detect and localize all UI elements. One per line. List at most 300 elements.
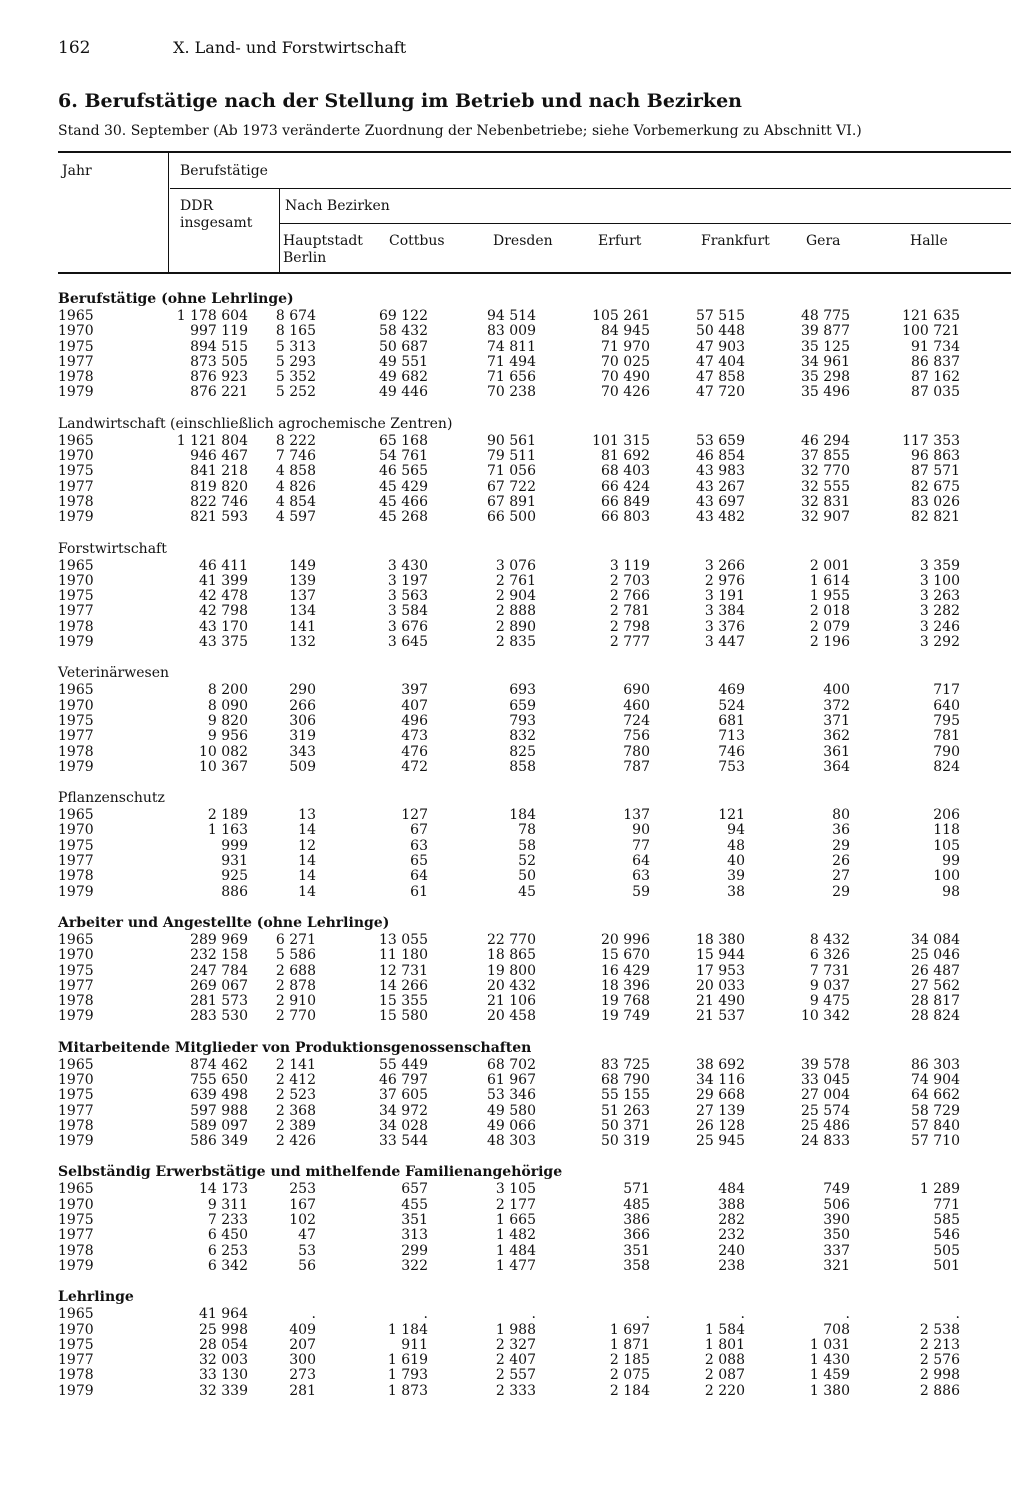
value-cell: 66 424 (601, 478, 650, 495)
value-cell: 29 (832, 837, 850, 854)
value-cell: 33 045 (801, 1071, 850, 1088)
value-cell: 21 490 (696, 993, 745, 1010)
year-cell: 1965 (58, 1181, 94, 1198)
value-cell: 20 033 (696, 977, 745, 994)
table-row (0, 635, 1024, 650)
table-row (0, 480, 1024, 495)
value-cell: 65 168 (379, 432, 428, 449)
table-section (0, 1163, 1024, 1274)
value-cell: 10 082 (199, 743, 248, 760)
value-cell: 42 478 (199, 588, 248, 605)
value-cell: 45 (518, 883, 536, 900)
value-cell: 71 494 (487, 353, 536, 370)
value-cell: 32 831 (801, 493, 850, 510)
ddr-label-line2: insgesamt (180, 215, 253, 231)
value-cell: 496 (401, 712, 428, 729)
value-cell: 1 665 (495, 1212, 536, 1229)
value-cell: 17 953 (696, 962, 745, 979)
value-cell: 70 426 (601, 384, 650, 401)
value-cell: 2 075 (609, 1367, 650, 1384)
value-cell: 35 125 (801, 338, 850, 355)
value-cell: 1 380 (809, 1382, 850, 1399)
value-cell: 2 576 (919, 1352, 960, 1369)
value-cell: 1 430 (809, 1352, 850, 1369)
value-cell: 25 486 (801, 1117, 850, 1134)
value-cell: 713 (718, 728, 745, 745)
table-row (0, 839, 1024, 854)
value-cell: 90 561 (487, 432, 536, 449)
table-row (0, 604, 1024, 619)
table-row (0, 449, 1024, 464)
value-cell: 749 (823, 1181, 850, 1198)
value-cell: 71 056 (487, 463, 536, 480)
value-cell: 2 412 (275, 1071, 316, 1088)
table-row (0, 760, 1024, 775)
header-vline-jahr (168, 153, 169, 272)
value-cell: 43 170 (199, 618, 248, 635)
value-cell: 48 775 (801, 308, 850, 324)
year-cell: 1978 (58, 1117, 94, 1134)
value-cell: 476 (401, 743, 428, 760)
column-header-berlin: Hauptstadt Berlin (283, 233, 363, 266)
value-cell: 34 972 (379, 1102, 428, 1119)
value-cell: 67 722 (487, 478, 536, 495)
value-cell: 1 697 (609, 1321, 650, 1338)
value-cell: 2 196 (809, 634, 850, 651)
value-cell: 400 (823, 682, 850, 699)
value-cell: 876 923 (190, 369, 248, 386)
value-cell: 50 (518, 868, 536, 885)
value-cell: 14 (298, 822, 316, 839)
value-cell: 12 731 (379, 962, 428, 979)
table-row (0, 1338, 1024, 1353)
value-cell: 388 (718, 1196, 745, 1213)
value-cell: 86 303 (911, 1056, 960, 1073)
value-cell: 70 238 (487, 384, 536, 401)
value-cell: 4 826 (275, 478, 316, 495)
year-cell: 1965 (58, 682, 94, 699)
value-cell: 63 (410, 837, 428, 854)
section-spacer (0, 775, 1024, 789)
table-section (0, 1039, 1024, 1150)
value-cell: 2 703 (609, 572, 650, 589)
ddr-label-line1: DDR (180, 198, 213, 214)
value-cell: 858 (509, 758, 536, 775)
value-cell: 46 565 (379, 463, 428, 480)
value-cell: 1 793 (387, 1367, 428, 1384)
value-cell: 141 (289, 618, 316, 635)
value-cell: 47 903 (696, 338, 745, 355)
table-section (0, 1288, 1024, 1399)
value-cell: 53 346 (487, 1087, 536, 1104)
year-cell: 1977 (58, 728, 94, 745)
section-spacer (0, 1025, 1024, 1039)
value-cell: 100 (933, 868, 960, 885)
value-cell: 79 511 (487, 448, 536, 465)
value-cell: 139 (289, 572, 316, 589)
value-cell: 269 067 (190, 977, 248, 994)
section-spacer (0, 1149, 1024, 1163)
value-cell: 68 790 (601, 1071, 650, 1088)
value-cell: 90 (632, 822, 650, 839)
value-cell: 755 650 (190, 1071, 248, 1088)
value-cell: 1 031 (809, 1336, 850, 1353)
value-cell: 47 (298, 1227, 316, 1244)
year-cell: 1978 (58, 618, 94, 635)
value-cell: 19 768 (601, 993, 650, 1010)
value-cell: 469 (718, 682, 745, 699)
value-cell: 34 116 (696, 1071, 745, 1088)
value-cell: 3 584 (387, 603, 428, 620)
value-cell: 19 749 (601, 1008, 650, 1025)
value-cell: 306 (289, 712, 316, 729)
value-cell: 82 675 (911, 478, 960, 495)
table-row (0, 1353, 1024, 1368)
value-cell: 524 (718, 697, 745, 714)
value-cell: 2 777 (609, 634, 650, 651)
table-row (0, 1009, 1024, 1024)
value-cell: 14 (298, 883, 316, 900)
value-cell: 51 263 (601, 1102, 650, 1119)
year-cell: 1977 (58, 853, 94, 870)
value-cell: 238 (718, 1257, 745, 1274)
section-title: Mitarbeitende Mitglieder von Produktionsgenossenschaften (58, 1039, 532, 1056)
value-cell: 134 (289, 603, 316, 620)
value-cell: 43 697 (696, 493, 745, 510)
value-cell: 6 450 (207, 1227, 248, 1244)
value-cell: 34 084 (911, 931, 960, 948)
value-cell: 49 682 (379, 369, 428, 386)
value-cell: 8 432 (809, 931, 850, 948)
value-cell: 52 (518, 853, 536, 870)
value-cell: 819 820 (190, 478, 248, 495)
year-cell: 1975 (58, 1212, 94, 1229)
value-cell: 207 (289, 1336, 316, 1353)
value-cell: 184 (509, 807, 536, 824)
year-cell: 1977 (58, 478, 94, 495)
value-cell: 50 687 (379, 338, 428, 355)
value-cell: 997 119 (190, 323, 248, 340)
value-cell: . (955, 1306, 960, 1323)
value-cell: 2 220 (704, 1382, 745, 1399)
value-cell: . (645, 1306, 650, 1323)
value-cell: 455 (401, 1196, 428, 1213)
value-cell: 266 (289, 697, 316, 714)
year-cell: 1978 (58, 743, 94, 760)
table-row (0, 309, 1024, 324)
value-cell: 9 820 (207, 712, 248, 729)
year-cell: 1975 (58, 1336, 94, 1353)
value-cell: 50 448 (696, 323, 745, 340)
value-cell: 33 544 (379, 1133, 428, 1150)
year-cell: 1970 (58, 1196, 94, 1213)
value-cell: 506 (823, 1196, 850, 1213)
value-cell: 25 945 (696, 1133, 745, 1150)
value-cell: 50 319 (601, 1133, 650, 1150)
table-row (0, 495, 1024, 510)
value-cell: 2 189 (207, 807, 248, 824)
value-cell: 681 (718, 712, 745, 729)
column-header-frankfurt: Frankfurt (701, 233, 770, 249)
value-cell: 1 801 (704, 1336, 745, 1353)
value-cell: 28 054 (199, 1336, 248, 1353)
table-row (0, 1244, 1024, 1259)
value-cell: 137 (289, 588, 316, 605)
value-cell: 2 087 (704, 1367, 745, 1384)
value-cell: 2 001 (809, 557, 850, 574)
value-cell: 2 333 (495, 1382, 536, 1399)
table-row (0, 808, 1024, 823)
value-cell: 27 139 (696, 1102, 745, 1119)
section-title: Pflanzenschutz (58, 790, 165, 807)
value-cell: 27 (832, 868, 850, 885)
value-cell: 2 426 (275, 1133, 316, 1150)
value-cell: 127 (401, 807, 428, 824)
table-row (0, 589, 1024, 604)
value-cell: 1 482 (495, 1227, 536, 1244)
value-cell: 47 720 (696, 384, 745, 401)
value-cell: 372 (823, 697, 850, 714)
value-cell: 99 (942, 853, 960, 870)
value-cell: 54 761 (379, 448, 428, 465)
value-cell: 87 571 (911, 463, 960, 480)
value-cell: 4 858 (275, 463, 316, 480)
value-cell: 29 668 (696, 1087, 745, 1104)
table-row (0, 1104, 1024, 1119)
year-cell: 1979 (58, 1133, 94, 1150)
value-cell: 39 877 (801, 323, 850, 340)
value-cell: 9 956 (207, 728, 248, 745)
value-cell: 485 (623, 1196, 650, 1213)
value-cell: . (423, 1306, 428, 1323)
value-cell: 45 429 (379, 478, 428, 495)
value-cell: 69 122 (379, 308, 428, 324)
value-cell: 1 584 (704, 1321, 745, 1338)
value-cell: 2 184 (609, 1382, 650, 1399)
value-cell: 409 (289, 1321, 316, 1338)
value-cell: 58 729 (911, 1102, 960, 1119)
value-cell: 6 253 (207, 1242, 248, 1259)
value-cell: 397 (401, 682, 428, 699)
running-title: X. Land- und Forstwirtschaft (173, 38, 407, 57)
value-cell: 71 970 (601, 338, 650, 355)
table-row (0, 340, 1024, 355)
value-cell: 358 (623, 1257, 650, 1274)
table-section (0, 290, 1024, 401)
value-cell: 40 (727, 853, 745, 870)
value-cell: 753 (718, 758, 745, 775)
value-cell: 47 404 (696, 353, 745, 370)
value-cell: 472 (401, 758, 428, 775)
value-cell: 25 574 (801, 1102, 850, 1119)
value-cell: 98 (942, 883, 960, 900)
value-cell: 83 026 (911, 493, 960, 510)
header-vline-ddr (279, 189, 280, 272)
year-cell: 1965 (58, 1306, 94, 1323)
table-row (0, 869, 1024, 884)
value-cell: 64 662 (911, 1087, 960, 1104)
year-cell: 1970 (58, 947, 94, 964)
table-row (0, 964, 1024, 979)
value-cell: 894 515 (190, 338, 248, 355)
value-cell: 46 854 (696, 448, 745, 465)
value-cell: 366 (623, 1227, 650, 1244)
value-cell: 407 (401, 697, 428, 714)
year-cell: 1975 (58, 712, 94, 729)
table-row (0, 1119, 1024, 1134)
table-row (0, 1134, 1024, 1149)
value-cell: 35 496 (801, 384, 850, 401)
value-cell: 38 692 (696, 1056, 745, 1073)
value-cell: 3 645 (387, 634, 428, 651)
value-cell: 2 088 (704, 1352, 745, 1369)
value-cell: 41 399 (199, 572, 248, 589)
value-cell: 825 (509, 743, 536, 760)
value-cell: 55 449 (379, 1056, 428, 1073)
value-cell: 319 (289, 728, 316, 745)
value-cell: 64 (410, 868, 428, 885)
value-cell: 1 955 (809, 588, 850, 605)
value-cell: 27 004 (801, 1087, 850, 1104)
section-spacer (0, 1274, 1024, 1288)
value-cell: 58 (518, 837, 536, 854)
value-cell: 232 (718, 1227, 745, 1244)
section-spacer (0, 401, 1024, 415)
value-cell: 1 459 (809, 1367, 850, 1384)
value-cell: 3 359 (919, 557, 960, 574)
value-cell: 300 (289, 1352, 316, 1369)
value-cell: 83 009 (487, 323, 536, 340)
year-cell: 1975 (58, 463, 94, 480)
value-cell: 50 371 (601, 1117, 650, 1134)
value-cell: 43 482 (696, 509, 745, 526)
value-cell: 781 (933, 728, 960, 745)
table-row (0, 1073, 1024, 1088)
value-cell: 68 403 (601, 463, 650, 480)
value-cell: 586 349 (190, 1133, 248, 1150)
year-cell: 1970 (58, 697, 94, 714)
column-header-nach-bezirken: Nach Bezirken (285, 198, 390, 214)
value-cell: 2 998 (919, 1367, 960, 1384)
value-cell: 68 702 (487, 1056, 536, 1073)
table-row (0, 620, 1024, 635)
value-cell: 14 (298, 853, 316, 870)
value-cell: 337 (823, 1242, 850, 1259)
year-cell: 1978 (58, 493, 94, 510)
value-cell: 2 177 (495, 1196, 536, 1213)
value-cell: 2 890 (495, 618, 536, 635)
value-cell: 281 (289, 1382, 316, 1399)
year-cell: 1970 (58, 323, 94, 340)
value-cell: 8 090 (207, 697, 248, 714)
value-cell: 13 (298, 807, 316, 824)
year-cell: 1977 (58, 353, 94, 370)
value-cell: 2 141 (275, 1056, 316, 1073)
year-cell: 1970 (58, 1071, 94, 1088)
value-cell: 49 580 (487, 1102, 536, 1119)
year-cell: 1975 (58, 962, 94, 979)
value-cell: 505 (933, 1242, 960, 1259)
value-cell: 1 178 604 (176, 308, 248, 324)
value-cell: 48 (727, 837, 745, 854)
value-cell: 708 (823, 1321, 850, 1338)
value-cell: 931 (221, 853, 248, 870)
value-cell: 9 475 (809, 993, 850, 1010)
value-cell: 64 (632, 853, 650, 870)
table-row (0, 729, 1024, 744)
year-cell: 1978 (58, 868, 94, 885)
value-cell: 361 (823, 743, 850, 760)
table-row (0, 324, 1024, 339)
year-cell: 1977 (58, 603, 94, 620)
value-cell: 38 (727, 883, 745, 900)
section-title: Landwirtschaft (einschließlich agrochemische Zentren) (58, 415, 453, 432)
value-cell: 63 (632, 868, 650, 885)
value-cell: 7 746 (275, 448, 316, 465)
table-row (0, 948, 1024, 963)
value-cell: 57 840 (911, 1117, 960, 1134)
value-cell: 87 162 (911, 369, 960, 386)
section-spacer (0, 650, 1024, 664)
value-cell: . (531, 1306, 536, 1323)
value-cell: 1 871 (609, 1336, 650, 1353)
value-cell: 3 676 (387, 618, 428, 635)
value-cell: 37 855 (801, 448, 850, 465)
value-cell: 13 055 (379, 931, 428, 948)
value-cell: 53 659 (696, 432, 745, 449)
value-cell: 55 155 (601, 1087, 650, 1104)
value-cell: 3 376 (704, 618, 745, 635)
value-cell: 25 046 (911, 947, 960, 964)
value-cell: 473 (401, 728, 428, 745)
column-header-halle: Halle (910, 233, 948, 249)
table-row (0, 933, 1024, 948)
table-row (0, 885, 1024, 900)
value-cell: 33 130 (199, 1367, 248, 1384)
value-cell: 47 858 (696, 369, 745, 386)
value-cell: 32 555 (801, 478, 850, 495)
value-cell: 2 798 (609, 618, 650, 635)
value-cell: 756 (623, 728, 650, 745)
value-cell: 121 635 (902, 308, 960, 324)
value-cell: 7 233 (207, 1212, 248, 1229)
value-cell: 41 964 (199, 1306, 248, 1323)
value-cell: 49 551 (379, 353, 428, 370)
value-cell: 105 261 (592, 308, 650, 324)
value-cell: 3 105 (495, 1181, 536, 1198)
value-cell: 34 028 (379, 1117, 428, 1134)
value-cell: 657 (401, 1181, 428, 1198)
value-cell: 48 303 (487, 1133, 536, 1150)
value-cell: 5 293 (275, 353, 316, 370)
value-cell: 94 (727, 822, 745, 839)
table-row (0, 1228, 1024, 1243)
section-title: Lehrlinge (58, 1289, 134, 1306)
value-cell: 19 800 (487, 962, 536, 979)
value-cell: 28 824 (911, 1008, 960, 1025)
value-cell: 49 446 (379, 384, 428, 401)
value-cell: 21 106 (487, 993, 536, 1010)
value-cell: 20 996 (601, 931, 650, 948)
table-row (0, 1058, 1024, 1073)
value-cell: 364 (823, 758, 850, 775)
value-cell: 16 429 (601, 962, 650, 979)
year-cell: 1978 (58, 1367, 94, 1384)
year-cell: 1978 (58, 369, 94, 386)
year-cell: 1979 (58, 384, 94, 401)
header-top-rule (58, 151, 1011, 153)
value-cell: 32 907 (801, 509, 850, 526)
